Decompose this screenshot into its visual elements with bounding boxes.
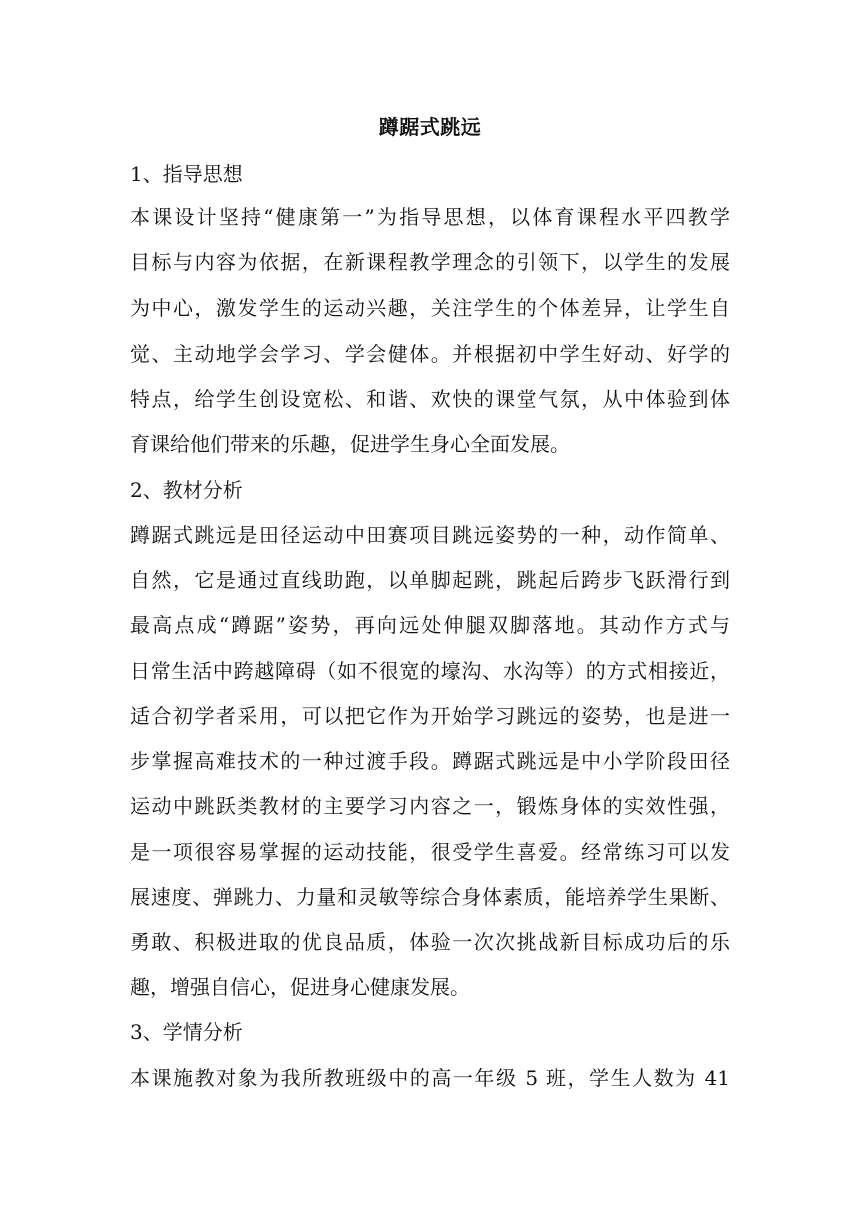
paragraph-line: 目标与内容为依据，在新课程教学理念的引领下，以学生的发展	[130, 250, 730, 274]
paragraph-line: 为中心，激发学生的运动兴趣，关注学生的个体差异，让学生自	[130, 296, 730, 320]
paragraph-line: 运动中跳跃类教材的主要学习内容之一，锻炼身体的实效性强，	[130, 794, 730, 818]
paragraph-line: 本课施教对象为我所教班级中的高一年级 5 班，学生人数为 41	[130, 1066, 730, 1090]
section-heading: 3、学情分析	[130, 1020, 243, 1044]
paragraph-line: 觉、主动地学会学习、学会健体。并根据初中学生好动、好学的	[130, 342, 730, 366]
paragraph-line: 是一项很容易掌握的运动技能，很受学生喜爱。经常练习可以发	[130, 840, 730, 864]
paragraph-line: 适合初学者采用，可以把它作为开始学习跳远的姿势，也是进一	[130, 704, 730, 728]
paragraph-line: 本课设计坚持“健康第一”为指导思想，以体育课程水平四教学	[130, 205, 730, 229]
paragraph-line: 最高点成“蹲踞”姿势，再向远处伸腿双脚落地。其动作方式与	[130, 613, 730, 637]
document-title: 蹲踞式跳远	[378, 115, 482, 139]
paragraph-line: 趣，增强自信心，促进身心健康发展。	[130, 975, 470, 999]
paragraph-line: 特点，给学生创设宽松、和谐、欢快的课堂气氛，从中体验到体	[130, 387, 730, 411]
section-heading: 1、指导思想	[130, 162, 243, 186]
paragraph-line: 勇敢、积极进取的优良品质，体验一次次挑战新目标成功后的乐	[130, 930, 730, 954]
paragraph-line: 展速度、弹跳力、力量和灵敏等综合身体素质，能培养学生果断、	[130, 885, 730, 909]
paragraph-line: 育课给他们带来的乐趣，促进学生身心全面发展。	[130, 432, 570, 456]
section-heading: 2、教材分析	[130, 478, 243, 502]
paragraph-line: 蹲踞式跳远是田径运动中田赛项目跳远姿势的一种，动作简单、	[130, 523, 730, 547]
paragraph-line: 自然，它是通过直线助跑，以单脚起跳，跳起后跨步飞跃滑行到	[130, 568, 730, 592]
paragraph-line: 日常生活中跨越障碍（如不很宽的壕沟、水沟等）的方式相接近，	[130, 659, 730, 683]
paragraph-line: 步掌握高难技术的一种过渡手段。蹲踞式跳远是中小学阶段田径	[130, 749, 730, 773]
